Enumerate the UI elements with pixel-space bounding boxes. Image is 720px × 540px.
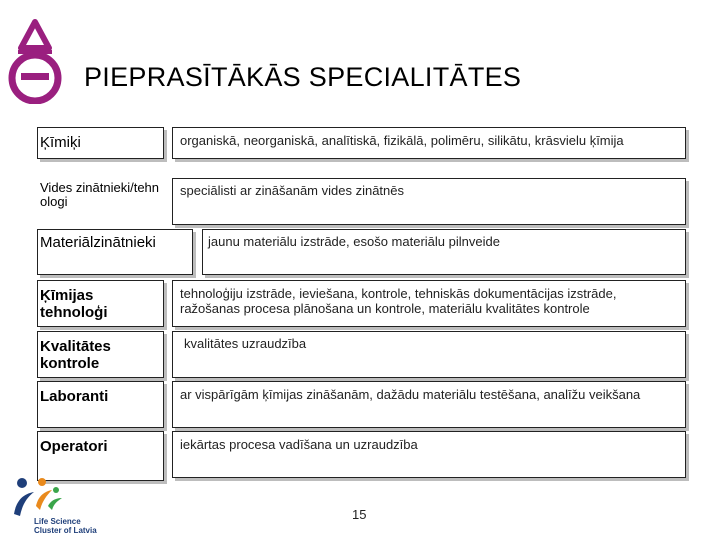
row-label-operators: Operatori (40, 438, 108, 455)
row-desc-environment: speciālisti ar zināšanām vides zinātnēs (180, 183, 404, 198)
row-desc-quality: kvalitātes uzraudzība (184, 336, 307, 351)
row-desc-operators: iekārtas procesa vadīšana un uzraudzība (180, 437, 418, 452)
row-label-lab-assistants: Laboranti (40, 388, 109, 405)
row-label-quality: Kvalitātes kontrole (40, 338, 111, 372)
page-number: 15 (352, 507, 367, 522)
row-label-materials: Materiālzinātnieki (40, 234, 156, 251)
row-label-chemists: Ķīmiķi (40, 134, 81, 151)
row-desc-materials: jaunu materiālu izstrāde, esošo materiālu pilnveide (208, 234, 500, 249)
chemistry-logo-icon (6, 18, 64, 104)
footer-logo-line2: Cluster of Latvia (34, 526, 97, 535)
row-desc-chemists: organiskā, neorganiskā, analītiskā, fizikālā, polimēru, silikātu, krāsvielu ķīmija (180, 133, 624, 148)
row-label-environment: Vides zinātnieki/tehnologi (40, 180, 160, 209)
row-label-technologists: Ķīmijas tehnoloģi (40, 287, 108, 321)
row-desc-technologists: tehnoloģiju izstrāde, ieviešana, kontrole, tehniskās dokumentācijas izstrāde, ražošanas procesa plānošana un kontrole, materiālu kvalitātes kontrole (180, 286, 617, 316)
page-title: PIEPRASĪTĀKĀS SPECIALITĀTES (84, 62, 522, 92)
footer-logo-line1: Life Science (34, 517, 81, 526)
life-science-logo-icon (6, 476, 66, 522)
row-desc-lab-assistants: ar vispārīgām ķīmijas zināšanām, dažādu materiālu testēšana, analīžu veikšana (180, 387, 641, 402)
